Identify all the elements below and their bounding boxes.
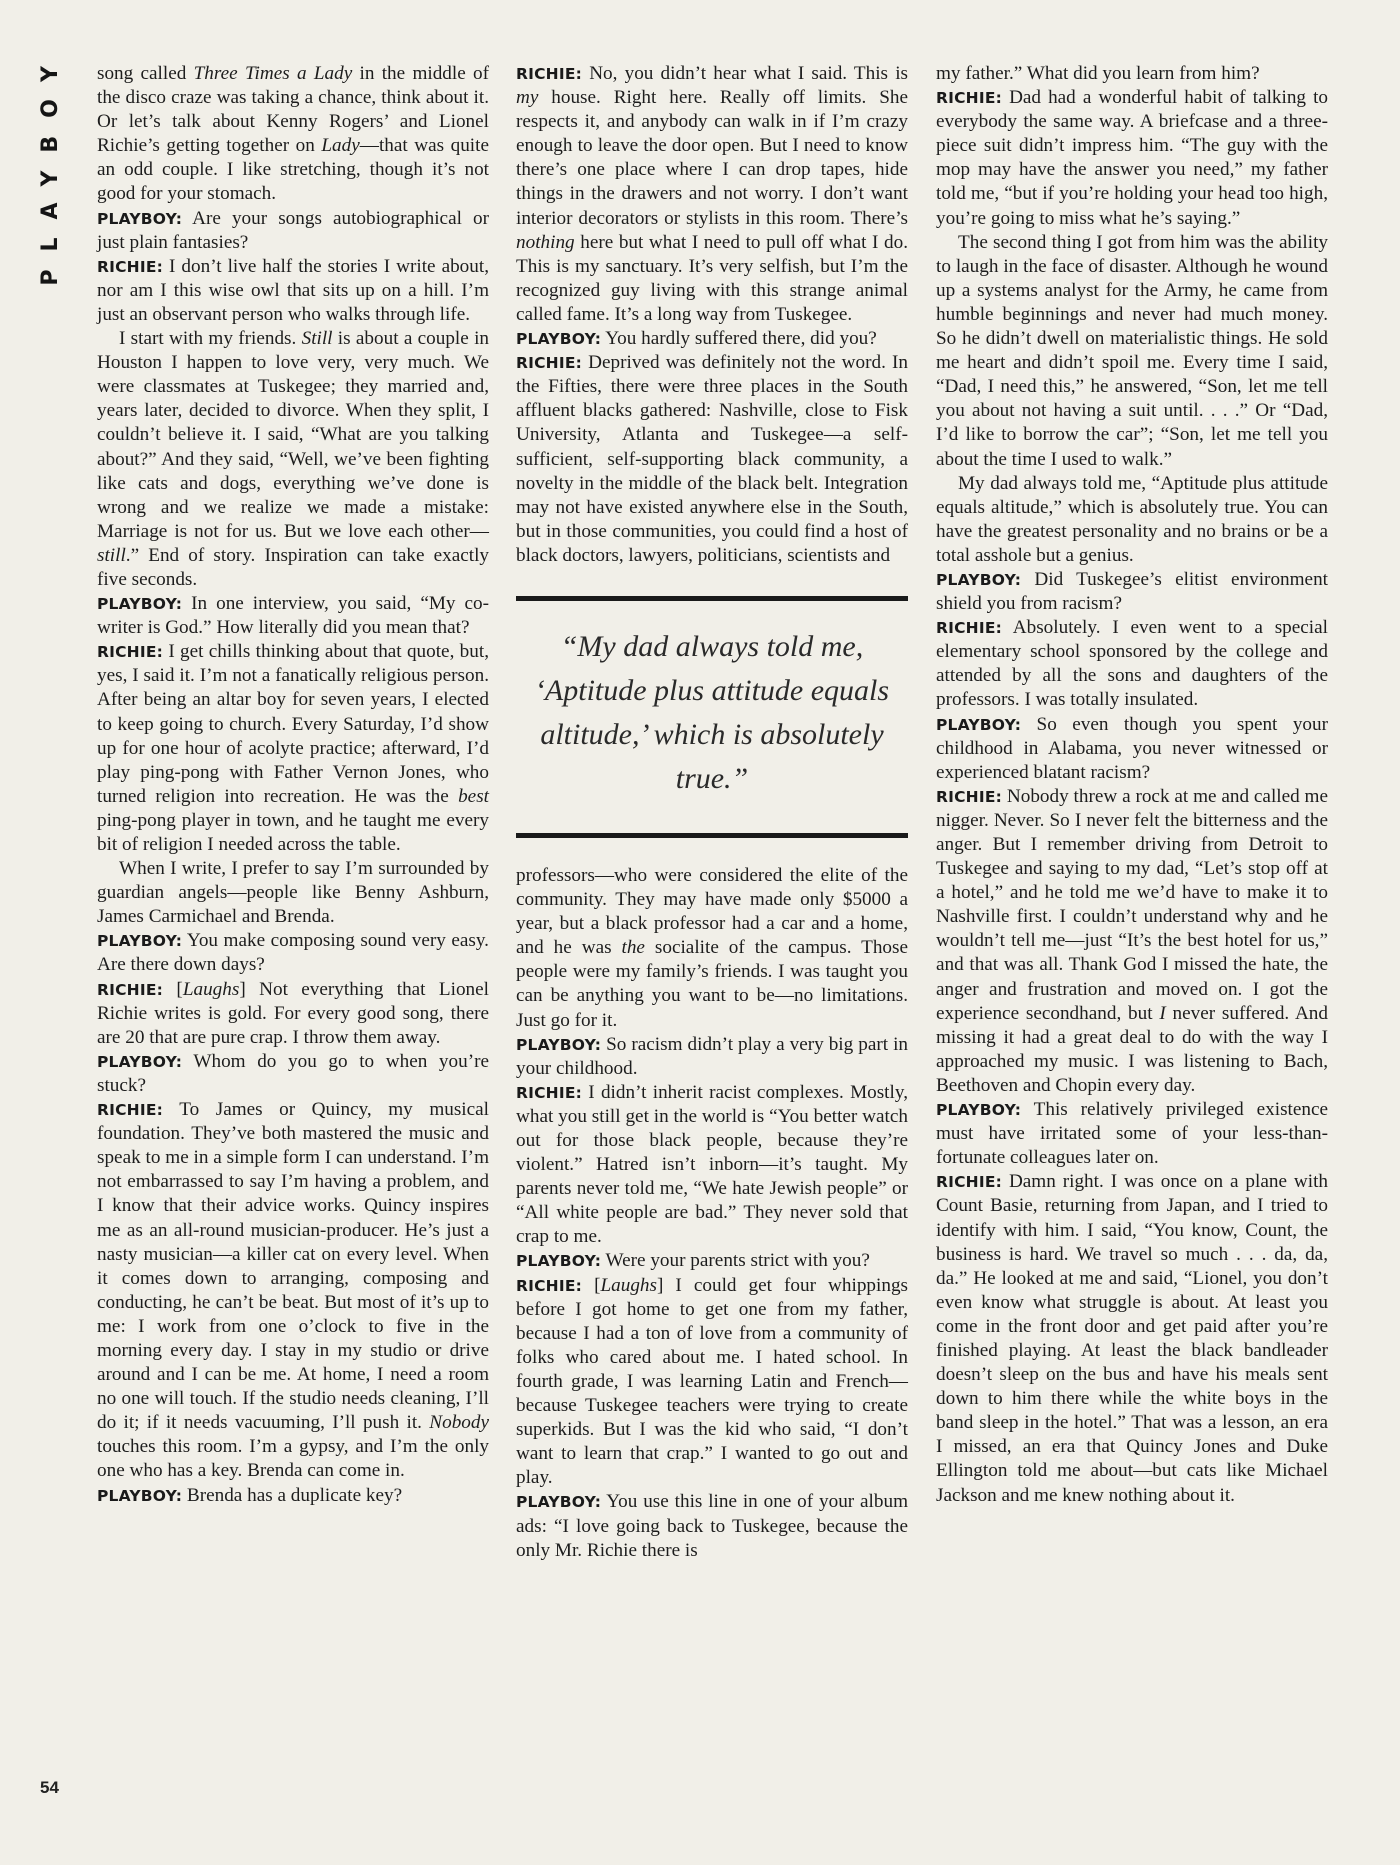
interviewee-answer: [936, 86, 1328, 231]
paragraph: I start with my friends. Still is about a couple in Houston I happen to love very, very much. We were classmates at Tuskegee; they married and, years later, decided to divorce. When they split, I couldn’t believe it. I said, “What are you talking about?” And they said, “Well, we’ve been fighting like cats and dogs, everything we’ve done is wrong and we realize we made a mistake: Marriage is not for us. But we love each other—still.” End of story. Inspiration can take exactly five seconds.: [97, 328, 489, 590]
interviewer-question: [936, 568, 1328, 616]
speaker-label: PLAYBOY:: [97, 1486, 183, 1505]
page-number: 54: [40, 1778, 59, 1797]
speaker-label: RICHIE:: [516, 1276, 583, 1295]
interviewee-answer: [97, 1098, 489, 1484]
speaker-label: RICHIE:: [97, 643, 164, 662]
interviewer-question: [516, 327, 908, 351]
paragraph-text: Did Tuskegee’s elitist environment shield you from racism?: [936, 568, 1328, 615]
interviewer-question: [97, 1050, 489, 1098]
interviewer-question: [97, 592, 489, 640]
paragraph-text: [Laughs] Not everything that Lionel Richie writes is gold. For every good song, there are 20 that are pure crap. I throw them away.: [97, 978, 489, 1048]
paragraph-text: You make composing sound very easy. Are there down days?: [97, 930, 489, 976]
paragraph-text: Are your songs autobiographical or just plain fantasies?: [97, 207, 489, 253]
pull-quote: “My dad always told me, ‘Aptitude plus attitude equals altitude,’ which is absolutely true.”: [516, 596, 908, 838]
speaker-label: RICHIE:: [516, 354, 583, 373]
speaker-label: RICHIE:: [97, 1101, 164, 1120]
speaker-label: PLAYBOY:: [97, 595, 183, 614]
interviewee-answer: [936, 1170, 1328, 1507]
paragraph-text: Nobody threw a rock at me and called me nigger. Never. So I never felt the bitterness and the anger. But I remember driving from Detroit to Tuskegee and saying to my dad, “Let’s stop off at a hotel,” and he told me we’d have to make it to Nashville first. I couldn’t understand why and he wouldn’t tell me—just “It’s the best hotel for us,” and that was all. Thank God I missed the hate, the anger and frustration and moved on. I got the experience secondhand, but I never suffered. And missing it had a great deal to do with the way I approached my music. I was listening to Bach, Beethoven and Chopin every day.: [936, 785, 1328, 1096]
interviewer-question: [516, 1490, 908, 1562]
paragraph: The second thing I got from him was the ability to laugh in the face of disaster. Although he wound up a systems analyst for the Army, he came from humble beginnings and never had much money. So he didn’t dwell on materialistic things. He sold me heart and didn’t spoil me. Every time I said, “Dad, I need this,” he answered, “Son, let me tell you about not having a suit until. . . .” Or “Dad, I’d like to borrow the car”; “Son, let me tell you about the time I used to walk.”: [936, 231, 1328, 470]
speaker-label: RICHIE:: [936, 1173, 1003, 1192]
interviewee-answer: [97, 255, 489, 327]
paragraph-text: Absolutely. I even went to a special elementary school sponsored by the college and attended by all the sons and daughters of the professors. I was totally insulated.: [936, 617, 1328, 711]
speaker-label: RICHIE:: [936, 619, 1003, 638]
paragraph-text: So even though you spent your childhood in Alabama, you never witnessed or experienced blatant racism?: [936, 713, 1328, 783]
speaker-label: RICHIE:: [516, 65, 583, 83]
paragraph-text: You use this line in one of your album ads: “I love going back to Tuskegee, because the only Mr. Richie there is: [516, 1491, 908, 1561]
article-column-3: [936, 62, 1328, 1508]
speaker-label: PLAYBOY:: [936, 570, 1022, 589]
speaker-label: PLAYBOY:: [936, 1101, 1022, 1120]
speaker-label: RICHIE:: [936, 787, 1003, 806]
interviewee-answer: [516, 62, 908, 327]
interviewer-question: [97, 929, 489, 977]
interviewee-answer: [97, 978, 489, 1050]
paragraph: My dad always told me, “Aptitude plus attitude equals altitude,” which is absolutely true. You can have the greatest personality and no brains or be a total asshole but a genius.: [936, 472, 1328, 566]
speaker-label: PLAYBOY:: [516, 1493, 602, 1512]
speaker-label: RICHIE:: [936, 89, 1003, 108]
speaker-label: RICHIE:: [97, 980, 164, 999]
continued-paragraph: my father.” What did you learn from him?: [936, 63, 1260, 84]
speaker-label: RICHIE:: [516, 1083, 583, 1102]
interviewer-question: [936, 1098, 1328, 1170]
paragraph: When I write, I prefer to say I’m surrounded by guardian angels—people like Benny Ashburn, James Carmichael and Brenda.: [97, 858, 489, 928]
paragraph-text: So racism didn’t play a very big part in your childhood.: [516, 1033, 908, 1079]
paragraph-text: I get chills thinking about that quote, but, yes, I said it. I’m not a fanatically religious person. After being an altar boy for seven years, I elected to keep going to church. Every Saturday, I’d show up for one hour of acolyte practice; afterward, I’d play ping-pong with Father Vernon Jones, who turned religion into recreation. He was the best ping-pong player in town, and he taught me every bit of religion I needed across the table.: [97, 641, 489, 855]
speaker-label: PLAYBOY:: [97, 1052, 183, 1071]
article-column-1: [97, 62, 489, 1508]
speaker-label: PLAYBOY:: [936, 715, 1022, 734]
article-column-2: [516, 62, 908, 1563]
paragraph-text: Brenda has a duplicate key?: [186, 1484, 403, 1506]
paragraph-text: This relatively privileged existence must have irritated some of your less-than-fortunate colleagues later on.: [936, 1099, 1329, 1169]
speaker-label: RICHIE:: [97, 257, 164, 276]
paragraph-text: Dad had a wonderful habit of talking to everybody the same way. A briefcase and a three-piece suit didn’t impress him. “The guy with the mop may have the answer you need,” my father told me, “but if you’re holding your head too high, you’re going to miss what he’s saying.”: [936, 87, 1328, 229]
paragraph-text: I didn’t inherit racist complexes. Mostly, what you still get in the world is “You better watch out for those black people, because they’re violent.” Hatred isn’t inborn—it’s taught. My parents never told me, “We hate Jewish people” or “All white people are bad.” They never sold that crap to me.: [516, 1081, 908, 1248]
interviewer-question: [97, 1484, 489, 1508]
continued-paragraph: professors—who were considered the elite of the community. They may have made only $5000 a year, but a black professor had a car and a home, and he was the socialite of the campus. Those people were my family’s friends. I was taught you can be anything you want to be—no limitations. Just go for it.: [516, 864, 909, 1031]
interviewer-question: [936, 713, 1328, 785]
paragraph-text: You hardly suffered there, did you?: [605, 328, 877, 350]
paragraph-text: Damn right. I was once on a plane with Count Basie, returning from Japan, and I tried to identify with him. I said, “You know, Count, the business is hard. We travel so much . . . da, da, da.” He looked at me and said, “Lionel, you don’t even know what struggle is about. At least you come in the front door and get paid after you’re finished playing. At least the black bandleader doesn’t sleep on the bus and have his meals sent down to him there while the white boys in the band sleep in the hotel.” That was a lesson, an era I missed, an era that Quincy Jones and Duke Ellington told me about—but cats like Michael Jackson and me knew nothing about it.: [936, 1171, 1329, 1506]
paragraph-text: To James or Quincy, my musical foundation. They’ve both mastered the music and speak to me in a simple form I can understand. I’m not embarrassed to say I’m having a problem, and I know that their advice works. Quincy inspires me as an all-round musician-producer. He’s just a nasty musician—a killer cat on every level. When it comes down to arranging, composing and conducting, he can’t be beat. But most of it’s up to me: I work from one o’clock to five in the morning every day. I stay in my studio or drive around and I can be me. At home, I need a room no one will touch. If the studio needs cleaning, I’ll do it; if it needs vacuuming, I’ll push it. Nobody touches this room. I’m a gypsy, and I’m the only one who has a key. Brenda can come in.: [97, 1099, 489, 1482]
speaker-label: PLAYBOY:: [516, 1252, 602, 1271]
interviewee-answer: [936, 616, 1328, 712]
magazine-masthead-sidebar: [30, 48, 70, 288]
paragraph-text: [Laughs] I could get four whippings before I got home to get one from my father, because I had a ton of love from a community of folks who cared about me. I hated school. In fourth grade, I was learning Latin and French—because Tuskegee teachers were trying to create superkids. But I was the kid who said, “I don’t want to learn that crap.” I wanted to go out and play.: [516, 1274, 909, 1489]
interviewer-question: [516, 1033, 908, 1081]
interviewee-answer: [97, 640, 489, 857]
interviewee-answer: [516, 1081, 908, 1250]
continued-paragraph: song called Three Times a Lady in the middle of the disco craze was taking a chance, think about it. Or let’s talk about Kenny Rogers’ and Lionel Richie’s getting together on Lady—that was quite an odd couple. I like stretching, though it’s not good for your stomach.: [97, 63, 489, 205]
paragraph-text: In one interview, you said, “My co-writer is God.” How literally did you mean that?: [97, 593, 490, 639]
paragraph-text: I don’t live half the stories I write about, nor am I this wise owl that sits up on a hill. I’m just an observant person who walks through life.: [97, 255, 489, 325]
interviewee-answer: [936, 785, 1328, 1098]
interviewee-answer: [516, 351, 908, 568]
masthead-text: PLAYBOY: [37, 48, 63, 286]
interviewer-question: [97, 207, 489, 255]
speaker-label: PLAYBOY:: [97, 209, 183, 228]
interviewer-question: [516, 1249, 908, 1273]
interviewee-answer: [516, 1274, 908, 1491]
paragraph-text: Deprived was definitely not the word. In the Fifties, there were three places in the South affluent blacks gathered: Nashville, close to Fisk University, Atlanta and Tuskegee—a self-sufficient, self-supporting black community, a novelty in the middle of the black belt. Integration may not have existed anywhere else in the South, but in those communities, you could find a host of black doctors, lawyers, politicians, scientists and: [516, 352, 909, 566]
speaker-label: PLAYBOY:: [516, 330, 602, 349]
speaker-label: PLAYBOY:: [97, 932, 183, 951]
paragraph-text: Whom do you go to when you’re stuck?: [97, 1050, 489, 1096]
paragraph-text: No, you didn’t hear what I said. This is my house. Right here. Really off limits. She respects it, and anybody can walk in if I’m crazy enough to leave the door open. But I need to know there’s one place where I can drop tapes, hide things in the drawers and not worry. I don’t want interior decorators or stylists in this room. There’s nothing here but what I need to pull off what I do. This is my sanctuary. It’s very selfish, but I’m the recognized guy living with this strange animal called fame. It’s a long way from Tuskegee.: [516, 63, 908, 325]
speaker-label: PLAYBOY:: [516, 1035, 602, 1054]
paragraph-text: Were your parents strict with you?: [605, 1250, 870, 1272]
